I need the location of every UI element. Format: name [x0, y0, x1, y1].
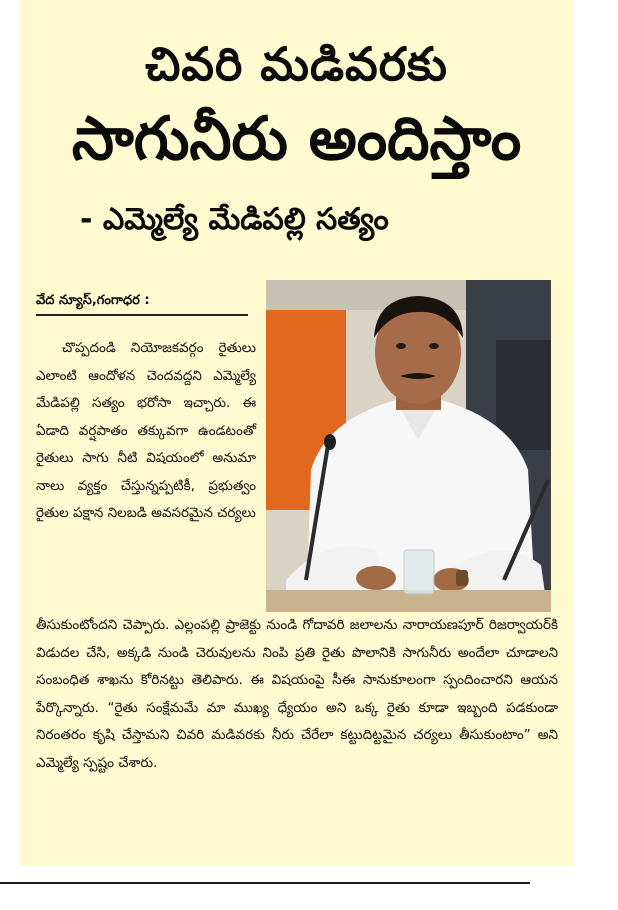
article-column-text: చొప్పదండి నియోజకవర్గం రైతులు ఎలాంటి ఆందోళన చెందవద్దని ఎమ్మెల్యే మేడిపల్లి సత్యం భరోసా ఇచ్చారు. ఈ ఏడాది వర్షపాతం తక్కువగా ఉండటంతో రైతులు సాగు నీటి విషయంలో అనుమా నాలు వ్యక్తం చేస్తున్నప్పటికీ, ప్రభుత్వం రైతుల పక్షాన నిలబడి అవసరమైన చర్యలు	[36, 340, 256, 521]
article-column	[36, 335, 256, 528]
mla-photo	[266, 280, 551, 612]
headline-line-1: చివరి మడివరకు	[145, 37, 448, 91]
byline: వేద న్యూస్,గంగాధర :	[36, 290, 248, 316]
bottom-rule	[0, 882, 530, 884]
mla-photo-illustration	[266, 280, 551, 612]
headline-attribution: - ఎమ్మెల్యే మేడిపల్లి సత్యం	[80, 202, 389, 237]
article-full-text: తీసుకుంటోందని చెప్పారు. ఎల్లంపల్లి ప్రాజెక్టు నుండి గోదావరి జలాలను నారాయణపూర్ రిజర్వాయర్‌కి విడుదల చేసి, అక్కడి నుండి చెరువులను నింపి ప్రతి రైతు పొలానికి సాగునీరు అందేలా చూడాలని సంబంధిత శాఖను కోరినట్టు తెలిపారు. ఈ విషయంపై సీఈ సానుకూలంగా స్పందించారని ఆయన పేర్కొన్నారు. “రైతు సంక్షేమమే మా ముఖ్య ధ్యేయం అని ఒక్క రైతు కూడా ఇబ్బంది పడకుండా నిరంతరం కృషి చేస్తామని చివరి మడివరకు నీరు చేరేలా కట్టుదిట్టమైన చర్యలు తీసుకుంటాం” అని ఎమ్మెల్యే స్పష్టం చేశారు.	[36, 617, 558, 771]
news-clipping	[20, 0, 573, 866]
article-full-width	[36, 612, 558, 777]
headline-line-2: సాగునీరు అందిస్తాం	[71, 104, 522, 174]
